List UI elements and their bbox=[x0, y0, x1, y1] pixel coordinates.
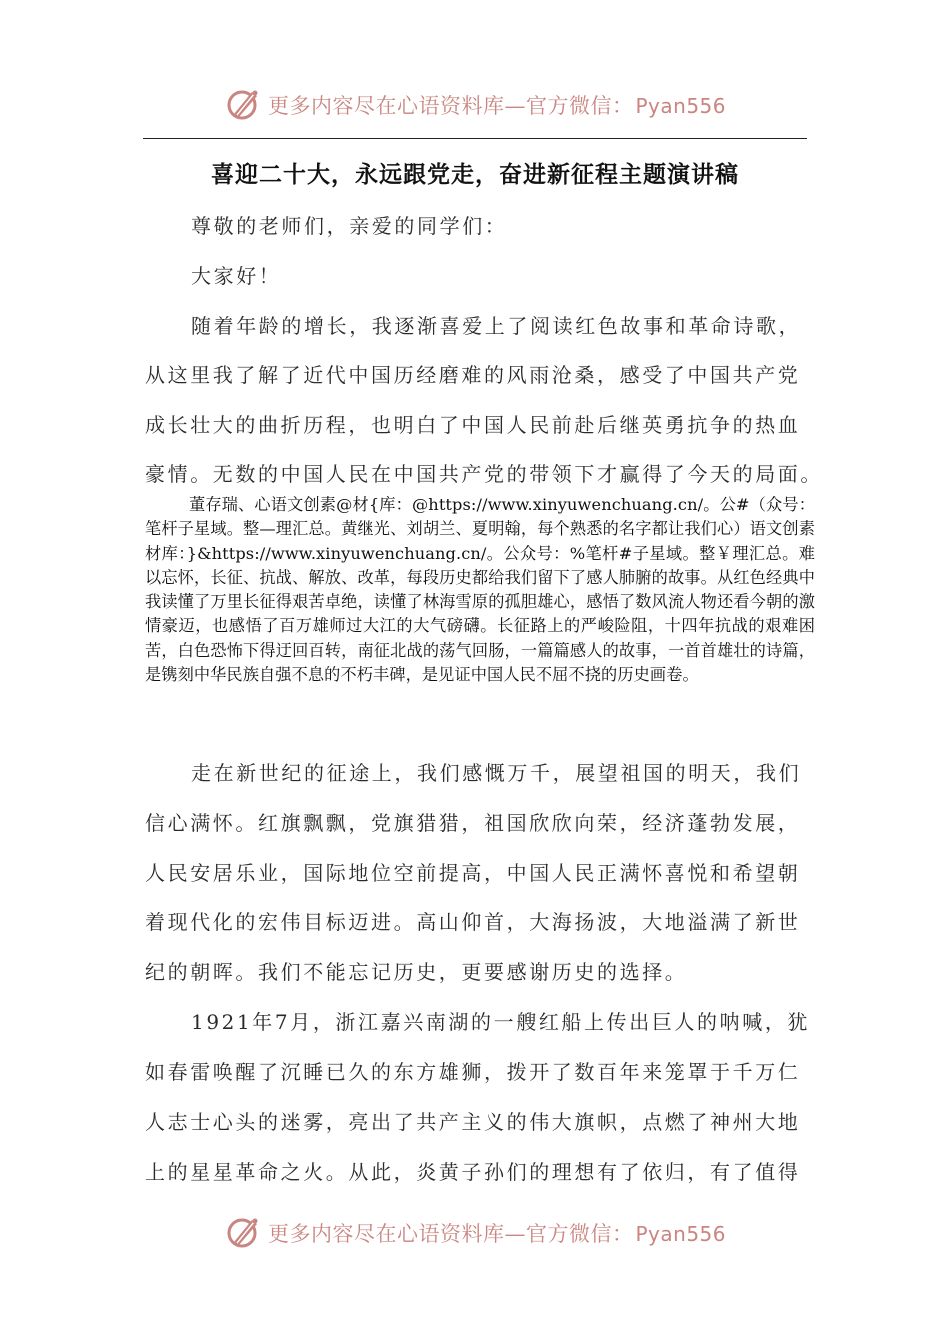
pen-seal-logo-icon bbox=[224, 84, 264, 124]
para4-line: 如春雷唤醒了沉睡已久的东方雄狮，拨开了数百年来笼罩于千万仁 bbox=[145, 1060, 801, 1084]
banner-handle: Pyan556 bbox=[635, 1222, 727, 1246]
para3-line: 纪的朝晖。我们不能忘记历史，更要感谢历史的选择。 bbox=[145, 960, 688, 984]
document-title: 喜迎二十大，永远跟党走，奋进新征程主题演讲稿 bbox=[211, 161, 739, 188]
greeting: 大家好！ bbox=[191, 264, 282, 288]
para3-line: 着现代化的宏伟目标迈进。高山仰首，大海扬波，大地溢满了新世 bbox=[145, 910, 801, 934]
footer-banner bbox=[0, 1206, 950, 1256]
para3-line: 人民安居乐业，国际地位空前提高，中国人民正满怀喜悦和希望朝 bbox=[145, 861, 801, 885]
para1-line: 从这里我了解了近代中国历经磨难的风雨沧桑，感受了中国共产党 bbox=[145, 363, 801, 387]
salutation: 尊敬的老师们，亲爱的同学们： bbox=[191, 214, 508, 238]
header-banner bbox=[0, 78, 950, 128]
para1-line: 豪情。无数的中国人民在中国共产党的带领下才赢得了今天的局面。 bbox=[145, 462, 823, 486]
para1-line: 随着年龄的增长，我逐渐喜爱上了阅读红色故事和革命诗歌， bbox=[191, 314, 802, 338]
header-divider bbox=[143, 138, 807, 139]
para3-line: 信心满怀。红旗飘飘，党旗猎猎，祖国欣欣向荣，经济蓬勃发展， bbox=[145, 811, 801, 835]
para4-line: 1921年7月，浙江嘉兴南湖的一艘红船上传出巨人的呐喊，犹 bbox=[191, 1010, 811, 1034]
para3-line: 走在新世纪的征途上，我们感慨万千，展望祖国的明天，我们 bbox=[191, 761, 802, 785]
dense-paragraph: 董存瑞、心语文创素@材{库：@https://www.xinyuwenchuang.cn/。公#（众号：笔杆子星域。整—理汇总。黄继光、刘胡兰、夏明翰，每个熟悉的名字都让我们心）语文创素材库：}&https://www.xinyuwenchuang.cn/。公众号：%笔杆#子星域。整￥理汇总。难以忘怀，长征、抗战、解放、改革，每段历史都给我们留下了感人肺腑的故事。从红色经典中我读懂了万里长征得艰苦卓绝，读懂了林海雪原的孤胆雄心，感悟了数风流人物还看今朝的激情豪迈，也感悟了百万雄师过大江的大气磅礴。长征路上的严峻险阻，十四年抗战的艰难困苦，白色恐怖下得迂回百转，南征北战的荡气回肠，一篇篇感人的故事，一首首雄壮的诗篇，是镌刻中华民族自强不息的不朽丰碑，是见证中国人民不屈不挠的历史画卷。 bbox=[145, 495, 815, 685]
banner-text: 更多内容尽在心语资料库—官方微信： Pyan556 bbox=[268, 1222, 727, 1246]
banner-text: 更多内容尽在心语资料库—官方微信： Pyan556 bbox=[268, 94, 727, 118]
para1-line: 成长壮大的曲折历程，也明白了中国人民前赴后继英勇抗争的热血 bbox=[145, 413, 801, 437]
pen-seal-logo-icon bbox=[224, 1212, 264, 1252]
banner-handle: Pyan556 bbox=[635, 94, 727, 118]
para4-line: 人志士心头的迷雾，亮出了共产主义的伟大旗帜，点燃了神州大地 bbox=[145, 1110, 801, 1134]
para4-line: 上的星星革命之火。从此，炎黄子孙们的理想有了依归，有了值得 bbox=[145, 1160, 801, 1184]
